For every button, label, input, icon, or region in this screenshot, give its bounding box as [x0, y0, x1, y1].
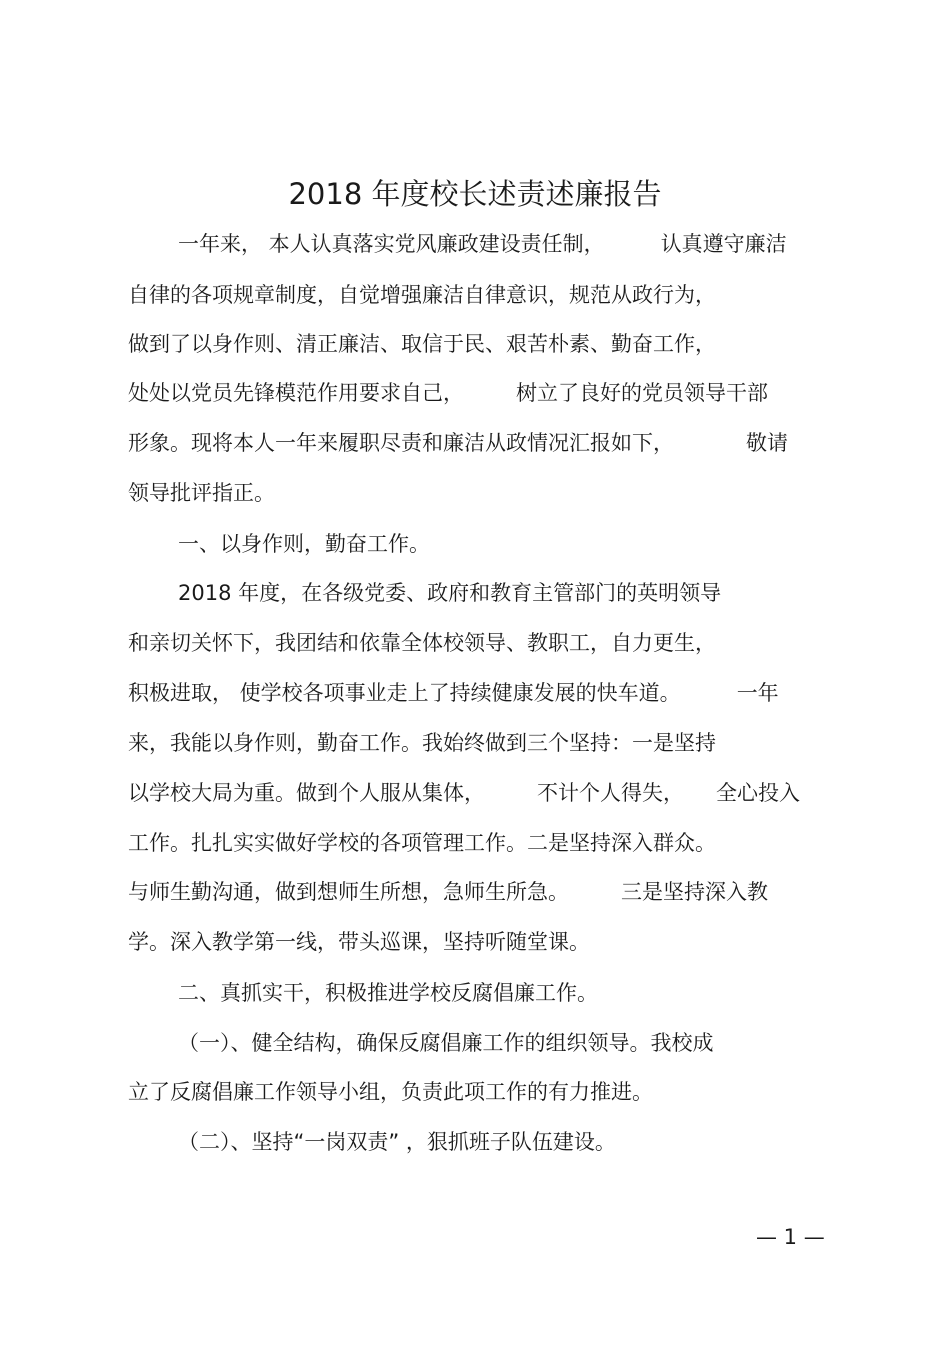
text-segment: 2018 年度，在各级党委、政府和教育主管部门的英明领导: [178, 581, 722, 605]
text-line: [178, 578, 721, 608]
text-line: [128, 678, 779, 708]
page-number: — 1 —: [756, 1225, 825, 1249]
text-segment: 以学校大局为重。做到个人服从集体，: [128, 781, 485, 805]
text-segment: 不计个人得失，: [537, 781, 684, 805]
text-segment: 二、真抓实干，积极推进学校反腐倡廉工作。: [178, 981, 598, 1005]
text-segment: 形象。现将本人一年来履职尽责和廉洁从政情况汇报如下，: [128, 431, 674, 455]
text-segment: 处处以党员先锋模范作用要求自己，: [128, 381, 464, 405]
text-line: [128, 378, 768, 408]
text-segment: （二）、坚持“一岗双责” ，狠抓班子队伍建设。: [178, 1130, 616, 1154]
text-segment: 树立了良好的党员领导干部: [516, 381, 768, 405]
text-segment: 积极进取， 使学校各项事业走上了持续健康发展的快车道。: [128, 681, 681, 705]
document-title: 2018 年度校长述责述廉报告: [288, 177, 662, 211]
text-segment: 自律的各项规章制度，自觉增强廉洁自律意识，规范从政行为，: [128, 283, 716, 307]
text-segment: 敬请: [746, 431, 788, 455]
text-segment: 立了反腐倡廉工作领导小组，负责此项工作的有力推进。: [128, 1080, 653, 1104]
text-line: [128, 478, 275, 508]
subsection-line: [178, 1028, 714, 1058]
text-segment: 一、以身作则，勤奋工作。: [178, 532, 430, 556]
text-line: [128, 728, 716, 758]
text-segment: 一年: [736, 681, 779, 705]
text-line: [128, 280, 716, 310]
section-heading: [178, 978, 598, 1008]
text-segment: （一）、健全结构，确保反腐倡廉工作的组织领导。我校成: [178, 1031, 714, 1055]
text-segment: 与师生勤沟通，做到想师生所想，急师生所急。: [128, 880, 569, 904]
subsection-line: [178, 1127, 616, 1157]
section-heading: [178, 529, 430, 559]
text-segment: 做到了以身作则、清正廉洁、取信于民、艰苦朴素、勤奋工作，: [128, 332, 716, 356]
text-line: [128, 828, 716, 858]
text-segment: 领导批评指正。: [128, 481, 275, 505]
text-segment: 学。深入教学第一线，带头巡课，坚持听随堂课。: [128, 930, 590, 954]
text-line: [128, 877, 768, 907]
text-segment: 和亲切关怀下，我团结和依靠全体校领导、教职工，自力更生，: [128, 631, 716, 655]
text-segment: 三是坚持深入教: [621, 880, 768, 904]
text-line: [178, 229, 787, 259]
text-segment: 全心投入: [716, 781, 800, 805]
text-segment: 认真遵守廉洁: [660, 232, 787, 256]
text-segment: 来，我能以身作则，勤奋工作。我始终做到三个坚持：一是坚持: [128, 731, 716, 755]
text-line: [128, 1077, 653, 1107]
text-line: [128, 428, 788, 458]
text-line: [128, 778, 800, 808]
text-line: [128, 927, 590, 957]
text-line: [128, 329, 716, 359]
text-line: [128, 628, 716, 658]
text-segment: 一年来， 本人认真落实党风廉政建设责任制，: [178, 232, 605, 256]
text-segment: 工作。扎扎实实做好学校的各项管理工作。二是坚持深入群众。: [128, 831, 716, 855]
